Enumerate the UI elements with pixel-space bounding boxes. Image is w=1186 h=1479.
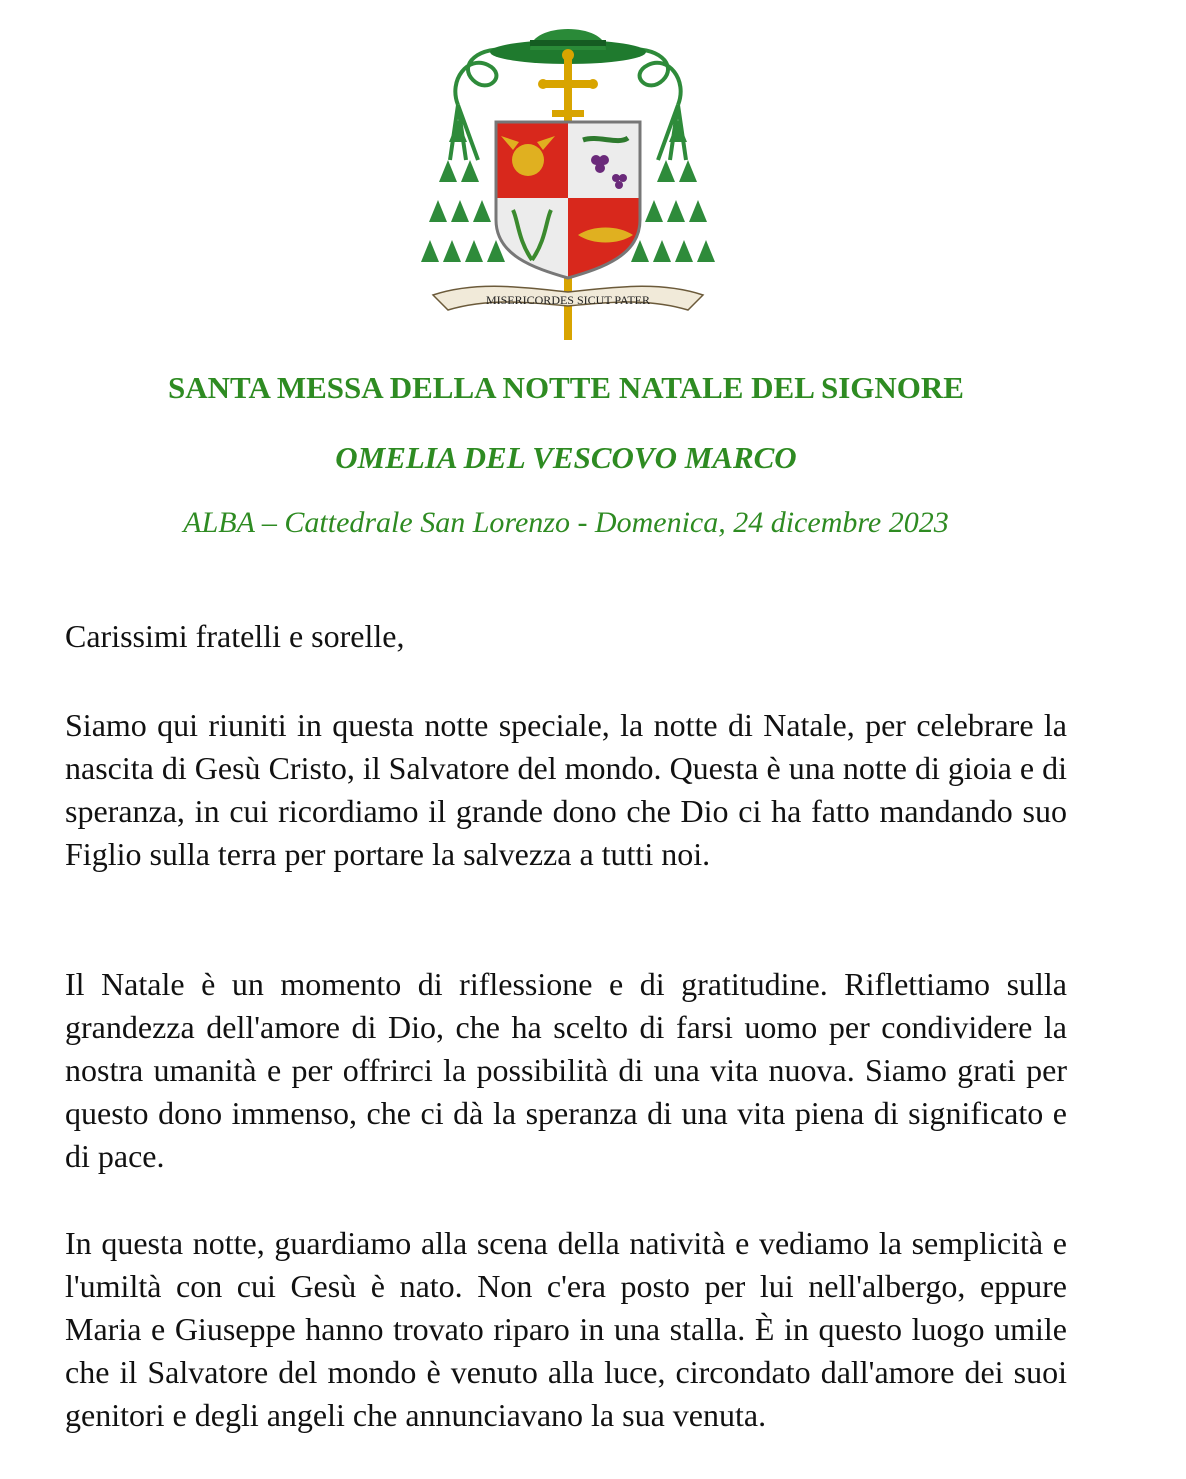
- paragraph: Siamo qui riuniti in questa notte speciale, la notte di Natale, per celebrare la nascita di Gesù Cristo, il Salvatore del mondo. Questa è una notte di gioia e di speranza, in cui ricordiamo il grande dono che Dio ci ha fatto mandando suo Figlio sulla terra per portare la salvezza a tutti noi.: [65, 707, 1067, 872]
- place-and-date: ALBA – Cattedrale San Lorenzo - Domenica, 24 dicembre 2023: [183, 506, 949, 539]
- episcopal-coat-of-arms: [418, 10, 718, 345]
- page-subtitle: OMELIA DEL VESCOVO MARCO: [335, 440, 797, 475]
- paragraph: Il Natale è un momento di riflessione e di gratitudine. Riflettiamo sulla grandezza dell'amore di Dio, che ha scelto di farsi uomo per condividere la nostra umanità e per offrirci la possibilità di una vita nuova. Siamo grati per questo dono immenso, che ci dà la speranza di una vita piena di significato e di pace.: [65, 966, 1067, 1174]
- greeting: Carissimi fratelli e sorelle,: [65, 618, 405, 654]
- tassels-left: [421, 120, 505, 262]
- shield: [496, 122, 640, 278]
- page-title: SANTA MESSA DELLA NOTTE NATALE DEL SIGNORE: [168, 370, 964, 405]
- tassels-right: [631, 120, 715, 262]
- motto-text: MISERICORDES SICUT PATER: [485, 293, 651, 307]
- paragraph: In questa notte, guardiamo alla scena della natività e vediamo la semplicità e l'umiltà con cui Gesù è nato. Non c'era posto per lui nell'albergo, eppure Maria e Giuseppe hanno trovato riparo in una stalla. È in questo luogo umile che il Salvatore del mondo è venuto alla luce, circondato dall'amore dei suoi genitori e degli angeli che annunciavano la sua venuta.: [65, 1225, 1067, 1433]
